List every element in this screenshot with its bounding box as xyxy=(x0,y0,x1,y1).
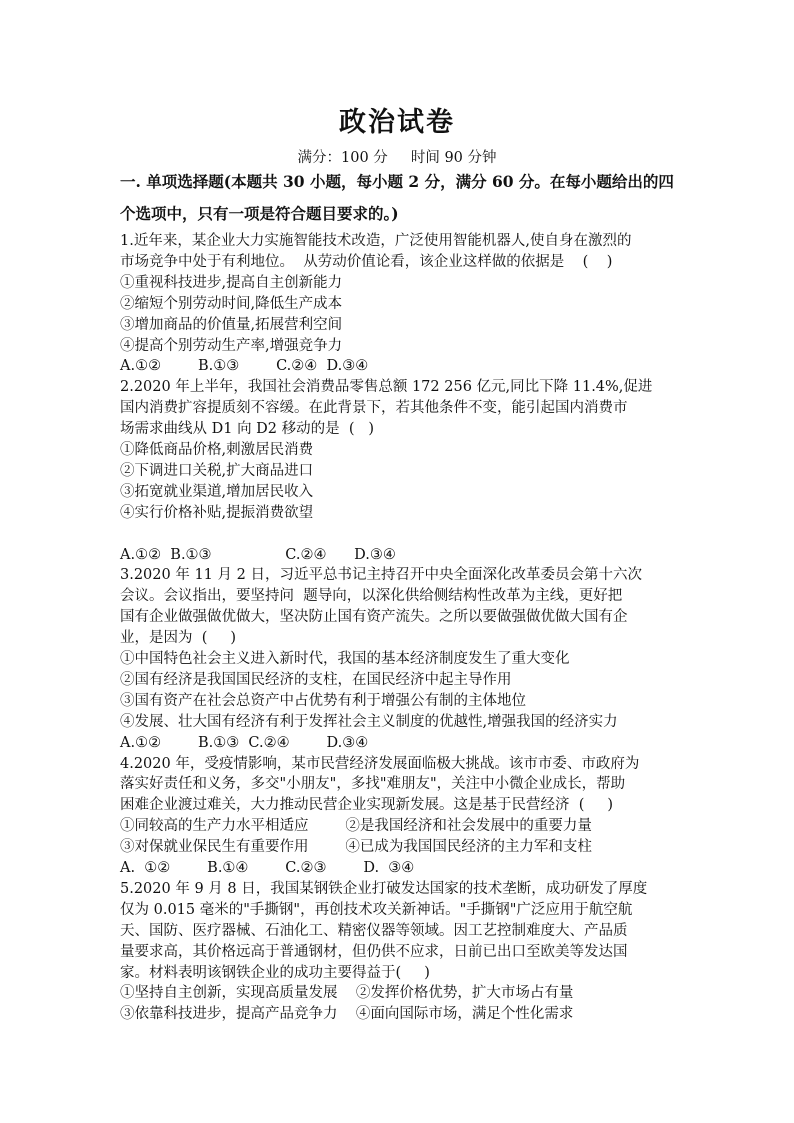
text-line: 天、国防、医疗器械、石油化工、精密仪器等领域。因工艺控制难度大、产品质 xyxy=(120,922,628,939)
text-line: 国内消费扩容提质刻不容缓。在此背景下，若其他条件不变，能引起国内消费市 xyxy=(120,400,628,417)
page-title: 政治试卷 xyxy=(339,107,455,138)
text-line: 量要求高，其价格远高于普通钢材，但仍供不应求，日前已出口至欧美等发达国 xyxy=(120,943,628,960)
text-line: ①同较高的生产力水平相适应 ②是我国经济和社会发展中的重要力量 xyxy=(120,818,592,835)
text-line: ③对保就业保民生有重要作用 ④已成为我国国民经济的主力军和支柱 xyxy=(120,839,592,856)
text-line: 国有企业做强做优做大，坚决防止国有资产流失。之所以要做强做优做大国有企 xyxy=(120,609,628,626)
section-heading-line-1: 一. 单项选择题(本题共 30 小题，每小题 2 分，满分 60 分。在每小题给出的四 xyxy=(120,172,674,191)
text-line: ④实行价格补贴,提振消费欲望 xyxy=(120,504,314,521)
text-line: ①降低商品价格,刺激居民消费 xyxy=(120,442,314,458)
text-line: ①坚持自主创新，实现高质量发展 ②发挥价格优势，扩大市场占有量 xyxy=(120,985,574,1002)
exam-meta: 满分：100 分 时间 90 分钟 xyxy=(297,150,497,166)
text-line: 3.2020 年 11 月 2 日，习近平总书记主持召开中央全面深化改革委员会第十六次 xyxy=(120,567,642,584)
text-line: ③依靠科技进步，提高产品竞争力 ④面向国际市场，满足个性化需求 xyxy=(120,1006,574,1023)
text-line: 1.近年来，某企业大力实施智能技术改造，广泛使用智能机器人,使自身在激烈的 xyxy=(120,233,632,249)
text-line: 落实好责任和义务，多交"小朋友"，多找"难朋友"，关注中小微企业成长，帮助 xyxy=(120,776,626,793)
text-line: ①重视科技进步,提高自主创新能力 xyxy=(120,274,343,291)
text-line: ④发展、壮大国有经济有利于发挥社会主义制度的优越性,增强我国的经济实力 xyxy=(120,713,618,730)
text-line: A.①② B.①③ C.②④ D.③④ xyxy=(120,734,369,751)
text-line: ①中国特色社会主义进入新时代，我国的基本经济制度发生了重大变化 xyxy=(120,651,570,667)
text-line: 4.2020 年，受疫情影响，某市民营经济发展面临极大挑战。该市市委、市政府为 xyxy=(120,755,640,772)
text-line: 5.2020 年 9 月 8 日，我国某钢铁企业打破发达国家的技术垄断，成功研发了厚度 xyxy=(120,880,648,897)
text-line: 业，是因为 ( ) xyxy=(120,630,237,647)
text-line: ②国有经济是我国国民经济的支柱，在国民经济中起主导作用 xyxy=(120,671,512,688)
text-line: ③拓宽就业渠道,增加居民收入 xyxy=(120,483,314,500)
text-line: ③增加商品的价值量,拓展营利空间 xyxy=(120,316,343,333)
text-line: A. ①② B.①④ C.②③ D. ③④ xyxy=(120,860,415,876)
text-line: 会议。会议指出，要坚持问 题导向，以深化供给侧结构性改革为主线，更好把 xyxy=(120,588,623,605)
text-line: 仅为 0.015 毫米的"手撕钢"，再创技术攻关新神话。"手撕钢"广泛应用于航空航 xyxy=(120,901,633,918)
text-line: ②下调进口关税,扩大商品进口 xyxy=(120,462,314,479)
text-line: ②缩短个别劳动时间,降低生产成本 xyxy=(120,295,343,312)
text-line: 场需求曲线从 D1 向 D2 移动的是 ( ) xyxy=(120,421,374,438)
text-line: 家。材料表明该钢铁企业的成功主要得益于( ) xyxy=(120,964,430,981)
text-line: A.①② B.①③ C.②④ D.③④ xyxy=(120,358,369,375)
text-line: 困难企业渡过难关，大力推动民营企业实现新发展。这是基于民营经济 ( ) xyxy=(120,797,614,814)
text-line: 市场竞争中处于有利地位。 从劳动价值论看，该企业这样做的依据是 ( ) xyxy=(120,253,613,270)
text-line: ③国有资产在社会总资产中占优势有利于增强公有制的主体地位 xyxy=(120,692,526,709)
text-line: ④提高个别劳动生产率,增强竞争力 xyxy=(120,337,343,354)
section-heading-line-2: 个选项中，只有一项是符合题目要求的。) xyxy=(120,204,399,223)
text-line: A.①② B.①③ C.②④ D.③④ xyxy=(120,546,396,563)
text-line: 2.2020 年上半年，我国社会消费品零售总额 172 256 亿元,同比下降 11.4%,促进 xyxy=(120,379,653,396)
